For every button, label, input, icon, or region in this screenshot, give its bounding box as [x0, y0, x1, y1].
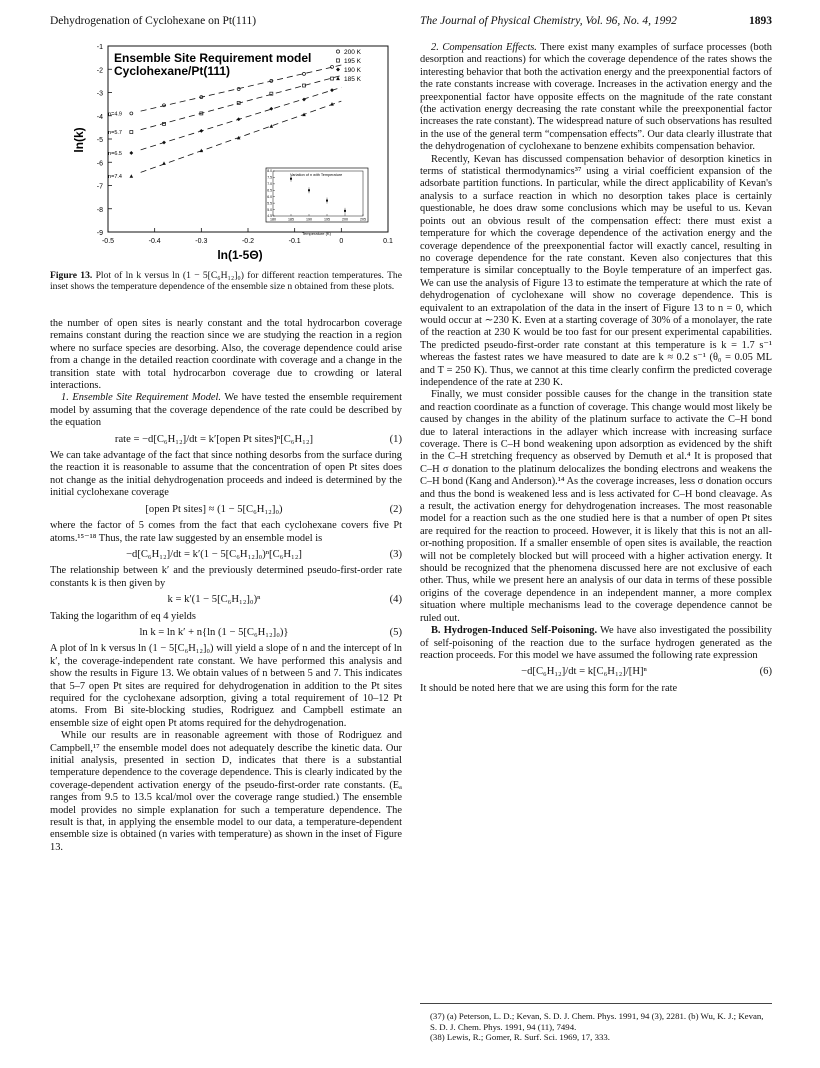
- data-point: [199, 129, 203, 133]
- reference-item: (38) Lewis, R.; Gomer, R. Surf. Sci. 1969, 17, 333.: [430, 1032, 610, 1043]
- figure-title-line1: Ensemble Site Requirement model: [114, 51, 312, 65]
- fit-line: [141, 101, 342, 172]
- section-title: 1. Ensemble Site Requirement Model.: [61, 392, 222, 404]
- equation-number: (3): [389, 548, 402, 560]
- figure-13: [70, 40, 400, 265]
- x-tick-label: -0.5: [101, 238, 115, 245]
- y-tick-label: -9: [96, 230, 103, 237]
- page-number: 1893: [749, 15, 772, 27]
- inset-x-tick-label: 185: [288, 217, 294, 222]
- data-point: [130, 131, 133, 134]
- equation-3: [50, 549, 402, 561]
- inset-x-tick-label: 200: [342, 217, 348, 222]
- legend-label: 190 K: [344, 67, 361, 74]
- data-point: [237, 136, 241, 140]
- inset-y-tick-label: 7.5: [267, 175, 272, 180]
- fit-lines: [141, 65, 342, 172]
- paragraph: Recently, Kevan has discussed compensation behavior of desorption kinetics in terms of statistical thermodynamics³⁷ using a virial coefficient expansion of the adsorbate partition functions. In particular, while the direct applicability of Kevan's analysis to a surface reaction in which no desorption takes place is certainly questionable, he does draw some conclusions which may be useful to us. Kevan points out an obvious result of the compensation effect: there must exist a temperature for which the coverage dependence of the activation energy and the coverage dependence of the preexponential factor will exactly cancel, resulting in no coverage dependence for the rate constant. Keven also conjectures that this temperature is similar conceptually to the Boyle temperature of an imperfect gas. We can use the analysis of Figure 13 to estimate the temperature at which the rate of dehydrogenation of cyclohexane will show no coverage dependence. This is equivalent to an extrapolation of the data in the insert of Figure 13 to n = 0, which would occur at ∼230 K. Even at a starting coverage of 30% of a monolayer, the rate of the reaction at 230 K would be too fast for our present experimental capabilities. The predicted pseudo-first-order rate constant at this temperature is k = 1.7 s⁻¹ whereas the fastest rates we have measured to date are k ≈ 0.2 s⁻¹ (θ₀ = 0.05 ML and T = 250 K). Thus, we cannot at this time clearly confirm the predicted coverage independence of the rate at 230 K.: [420, 153, 772, 388]
- paragraph: A plot of ln k versus ln (1 − 5[C₆H₁₂]₀) will yield a slope of n and the intercept of ln k′, the coverage-independent rate constant. We have performed this analysis and show the results in Figure 13. We obtain values of n between 5 and 7. This indicates that 5–7 open Pt sites are required for dehydrogenation in addition to the Pt sites required for the cyclohexane adsorption, giving a total requirement of 10–12 Pt atoms. From Bi site-blocking studies, Rodriguez and Campbell estimate an ensemble size of eight open Pt atoms required for the dehydrogenation.: [50, 643, 402, 729]
- section-text: We have tested the ensemble requirement model by assuming that the coverage dependence of the rate could be described by the equation: [50, 392, 402, 429]
- legend-label: 185 K: [344, 76, 361, 83]
- inset-y-tick-label: 5.5: [267, 201, 272, 206]
- equation-number: (4): [389, 594, 402, 606]
- equation-text: rate = −d[C₆H₁₂]/dt = k′[open Pt sites]ⁿ[C₆H₁₂]: [114, 433, 314, 445]
- section-ensemble: [50, 392, 402, 429]
- data-point: [269, 107, 273, 111]
- x-tick-label: -0.3: [195, 238, 208, 245]
- x-tick-label: -0.4: [148, 238, 161, 245]
- x-axis-label: ln(1-5Θ): [217, 248, 263, 262]
- inset-point: [344, 210, 346, 212]
- x-tick-label: -0.2: [241, 238, 255, 245]
- equation-1: [50, 434, 402, 446]
- y-tick-label: -5: [96, 137, 103, 144]
- legend-label: 200 K: [344, 49, 361, 56]
- equation-number: (5): [389, 626, 402, 638]
- data-point: [162, 161, 166, 165]
- n-label: n=6.5: [108, 150, 122, 157]
- paragraph: While our results are in reasonable agreement with those of Rodriguez and Campbell,¹⁷ the ensemble model does not adequately describe the kinetic data. Our initial analysis, presented in section D, indicates that there is a substantial temperature dependence to the coverage dependence. This is clearly indicated by the coverage-dependent activation energy of the pseudo-first-order rate constants. (Eₐ ranges from 9.5 to 13.5 kcal/mol over the coverage range studied.) The ensemble model provides no simple explanation for such a temperature dependence. The result is that, in applying the ensemble model to our data, a temperature-dependent ensemble size is obtained (n varies with temperature) as shown in the inset of Figure 13.: [50, 730, 402, 853]
- section-title: B. Hydrogen-Induced Self-Poisoning.: [431, 625, 598, 637]
- figure-13-plot: [70, 40, 400, 265]
- paragraph: The relationship between k′ and the previously determined pseudo-first-order rate constants k is then given by: [50, 565, 402, 589]
- inset-xlabel: Temperature (K): [302, 231, 331, 236]
- data-point: [303, 72, 306, 75]
- inset-x-tick-label: 190: [306, 217, 312, 222]
- fit-line: [141, 87, 342, 149]
- equation-number: (6): [759, 666, 772, 678]
- legend-marker: [336, 59, 339, 62]
- data-point: [162, 141, 166, 145]
- legend: [336, 49, 362, 83]
- data-point: [270, 124, 274, 128]
- equation-text: −d[C₆H₁₂]/dt = k′(1 − 5[C₆H₁₂]₀)ⁿ[C₆H₁₂]: [126, 548, 302, 560]
- inset-y-tick-label: 8.0: [267, 169, 272, 174]
- caption-label: Figure 13.: [50, 270, 93, 281]
- running-header-left: Dehydrogenation of Cyclohexane on Pt(111): [50, 15, 257, 27]
- data-point: [237, 88, 240, 91]
- y-tick-label: -3: [96, 90, 103, 98]
- inset-y-tick-label: 6.5: [267, 188, 272, 193]
- n-label: n=7.4: [108, 174, 122, 181]
- inset-point: [290, 178, 292, 180]
- inset-y-tick-label: 4.5: [267, 214, 272, 219]
- y-axis-label: ln(k): [72, 127, 86, 153]
- inset-point: [326, 200, 328, 202]
- legend-label: 195 K: [344, 58, 361, 65]
- section-text: We have also investigated the possibility of self-poisoning of the reaction due to the surface hydrogen generated as the reaction proceeds. For this model we have assumed the following rate expression: [420, 625, 772, 661]
- paragraph: It should be noted here that we are using this form for the rate: [420, 682, 678, 694]
- y-tick-label: -8: [96, 206, 103, 214]
- y-ticks: [97, 44, 112, 237]
- y-tick-label: -4: [96, 113, 103, 121]
- inset-x-tick-label: 180: [270, 217, 276, 222]
- right-column: [420, 42, 772, 695]
- legend-marker: [336, 68, 340, 72]
- inset-plot: [266, 168, 368, 236]
- inset-y-tick-label: 6.0: [267, 194, 272, 199]
- data-point: [331, 77, 334, 80]
- n-labels: [108, 111, 122, 180]
- fit-line: [141, 75, 342, 129]
- inset-x-tick-label: 195: [324, 217, 330, 222]
- data-point: [130, 174, 134, 178]
- equation-4: [50, 594, 402, 606]
- n-label: n=4.9: [108, 111, 122, 118]
- paragraph: Finally, we must consider possible causes for the change in the transition state and reaction coordinate as a function of coverage. This change would most likely be caused by changes in the ability of the platinum surface to activate the C–H bond due to lateral interactions in the adlayer which increase with increasing surface coverage. There is C–H bond weakening upon adsorption as evidenced by the shift in the C–H stretching frequency as observed by Demuth et al.⁴ It is proposed that C–H σ donation to the platinum delocalizes the bonding electrons and weakens the C–H bond (Kang and Anderson).¹⁴ As the coverage increases, less σ donation occurs and thus the bond is weakened less and is less activated for C–H bond cleavage. As a result, the activation energy for dehydrogenation increases. The most reasonable model for a reaction such as the one studied here is that a number of open Pt sites are required for the reaction to proceed. However, it is likely that this is not an all-or-nothing proposition. If a smaller ensemble of open sites is available, the reaction will not be completely blocked but will proceed with a higher activation energy. It should be recognized that the phenomena discussed here are not exclusive of each other. Thus, while we present here an analysis of our data in terms of these possible origins of the coverage dependence in an independent manner, a more complex situation where multiple mechanisms lead to the coverage dependence cannot be ruled out.: [420, 389, 772, 624]
- inset-y-tick-label: 5.0: [267, 207, 272, 212]
- inset-title: Variation of n with Temperature: [290, 173, 343, 177]
- x-tick-label: 0: [339, 238, 344, 245]
- paragraph: the number of open sites is nearly constant and the total hydrocarbon coverage remains constant during the reaction since we are studying the reaction in a region where no surface species are desorbing. Also, the coverage dependence could arise from a change in the detailed reaction coordinate with coverage and a change in the transition state with total hydrocarbon coverage due to crowding or lateral interactions.: [50, 318, 402, 392]
- y-tick-label: -1: [96, 44, 103, 51]
- equation-text: [open Pt sites] ≈ (1 − 5[C₆H₁₂]₀): [145, 503, 283, 515]
- inset-point: [308, 189, 310, 191]
- section-text: There exist many examples of surface processes (both desorption and reactions) for which the coverage dependence of the rates shows the interesting behavior that both the activation energy and the preexponential factors of the rate constants increase with coverage. Increases in the activation energy and the preexponential factor have opposite effects on the magnitude of the rate constant (the activation energy decreasing the rate constant while the preexponential factor increases the rate constant). The widespread nature of such observations has resulted in the use of the general term “compensation effects”. Our data clearly illustrate that the dehydrogenation of cyclohexane to benzene exhibits compensation behavior.: [420, 42, 772, 153]
- paragraph: Taking the logarithm of eq 4 yields: [50, 610, 196, 622]
- caption-text: Plot of ln k versus ln (1 − 5[C₆H₁₂]₀) for different reaction temperatures. The inset shows the temperature dependence of the ensemble size n obtained from these plots.: [50, 270, 402, 293]
- data-point: [130, 112, 133, 115]
- running-header-right: [420, 15, 772, 27]
- figure-title-line2: Cyclohexane/Pt(111): [114, 64, 231, 78]
- x-ticks: [102, 228, 393, 245]
- x-tick-label: 0.1: [383, 238, 393, 245]
- equation-number: (2): [389, 503, 402, 515]
- equation-5: [50, 627, 402, 639]
- y-tick-label: -7: [96, 183, 103, 191]
- section-title: 2. Compensation Effects.: [431, 42, 537, 53]
- legend-marker: [336, 50, 339, 53]
- paragraph: where the factor of 5 comes from the fact that each cyclohexane covers five Pt atoms.¹⁵⁻¹⁸ Thus, the rate law suggested by an ensemble model is: [50, 520, 402, 544]
- n-label: n=5.7: [108, 130, 122, 137]
- data-point: [331, 65, 334, 68]
- y-tick-label: -2: [96, 67, 103, 75]
- equation-text: ln k = ln k′ + n{ln (1 − 5[C₆H₁₂]₀)}: [139, 626, 289, 638]
- inset-y-tick-label: 7.0: [267, 182, 272, 187]
- equation-text: k = k′(1 − 5[C₆H₁₂]₀)ⁿ: [167, 594, 261, 606]
- y-tick-label: -6: [96, 160, 103, 168]
- equation-number: (1): [389, 433, 402, 445]
- left-column: [50, 318, 402, 854]
- equation-6: [420, 666, 772, 678]
- data-point: [330, 88, 334, 92]
- equation-2: [50, 504, 402, 516]
- section-compensation: [420, 42, 772, 154]
- inset-x-tick-label: 205: [360, 217, 366, 222]
- section-hydrogen: [420, 625, 772, 662]
- equation-text: −d[C₆H₁₂]/dt = k[C₆H₁₂]/[H]ⁿ: [521, 666, 647, 678]
- data-point: [237, 117, 241, 121]
- x-tick-label: -0.1: [288, 238, 301, 245]
- reference-item: (37) (a) Peterson, L. D.; Kevan, S. D. J. Chem. Phys. 1991, 94 (3), 2281. (b) Wu, K. J.; Kevan, S. D. J. Chem. Phys. 1991, 94 (11), 7494.: [430, 1011, 764, 1032]
- paragraph: We can take advantage of the fact that since nothing desorbs from the surface during the reaction it is reasonable to assume that the concentration of open Pt sites does not change as the initial dehydrogenation proceeds and indeed is determined by the initial cyclohexane coverage: [50, 450, 402, 499]
- figure-caption: [50, 270, 402, 293]
- journal-citation: The Journal of Physical Chemistry, Vol. 96, No. 4, 1992: [420, 15, 677, 27]
- references: [420, 1003, 772, 1043]
- data-point: [129, 151, 133, 155]
